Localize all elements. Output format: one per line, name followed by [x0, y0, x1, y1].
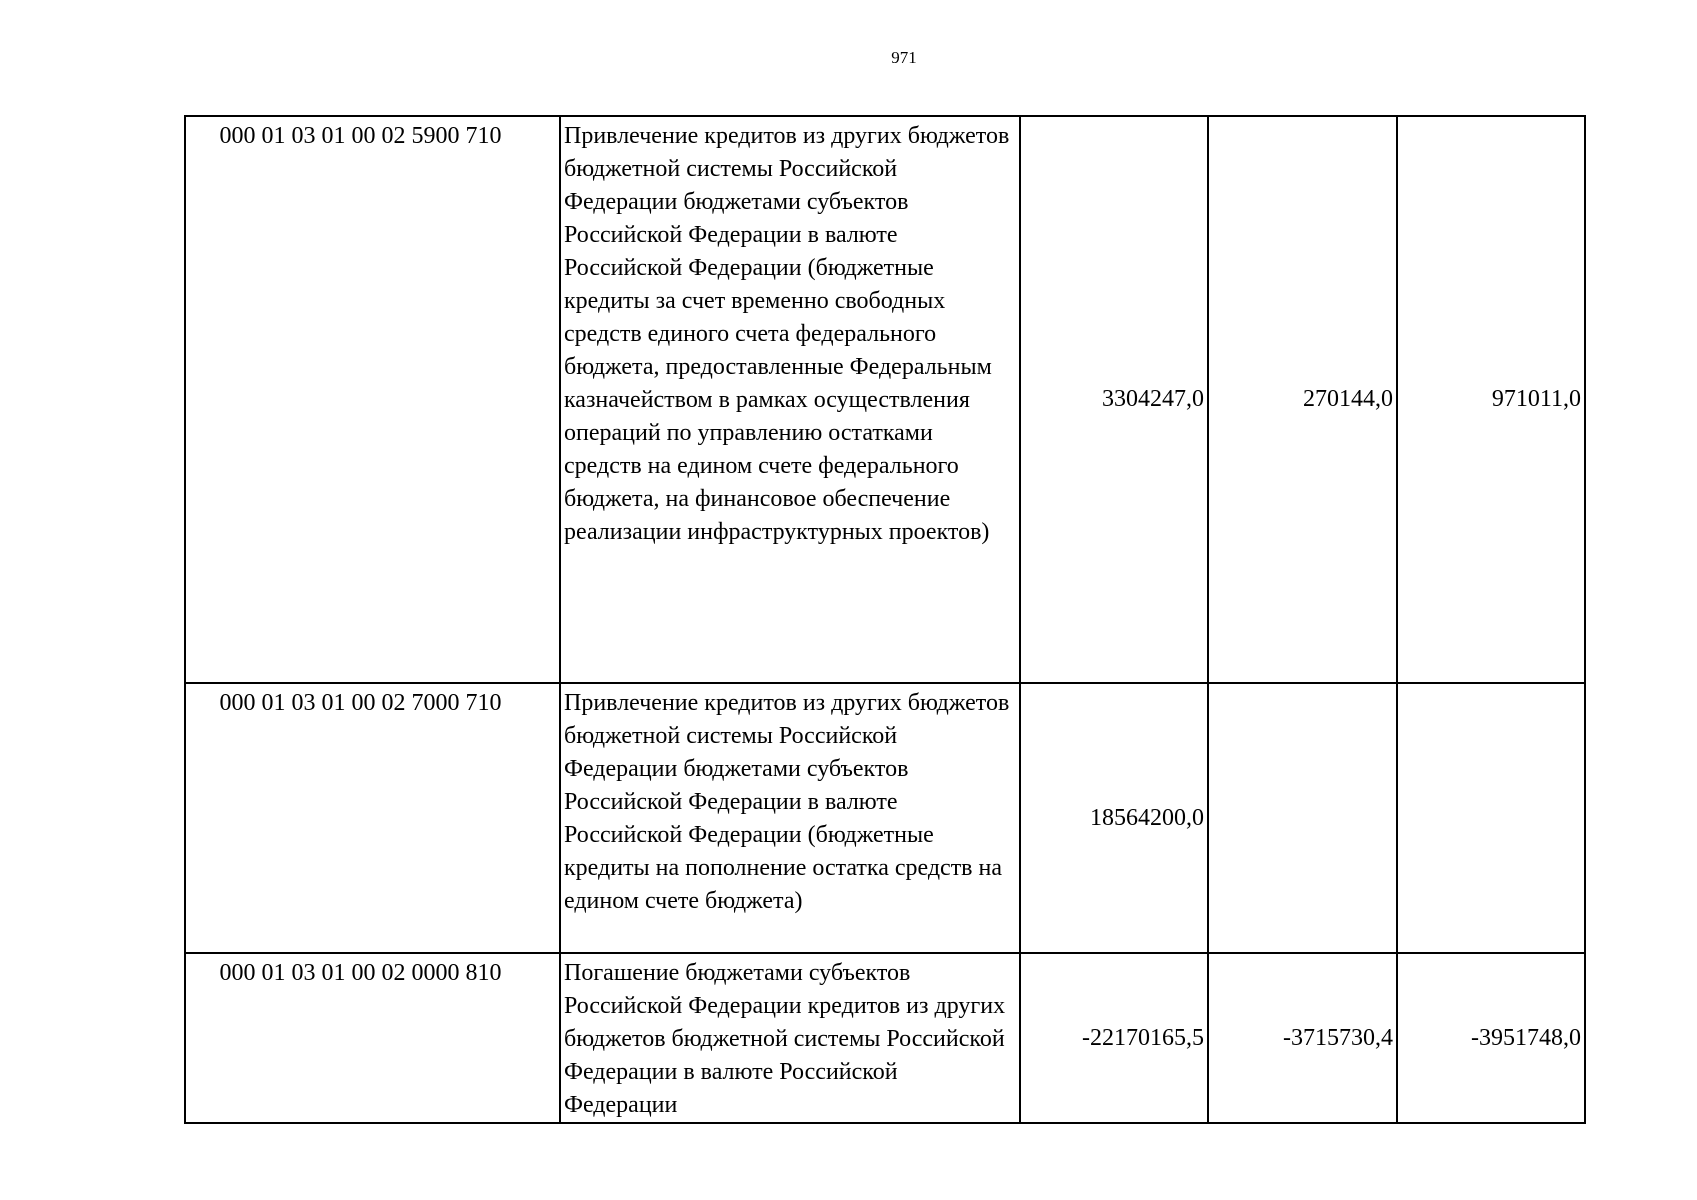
source-name-cell: Погашение бюджетами субъектов Российской Федерации кредитов из других бюджетов бюджетной системы Российской Федерации в валюте Российской Федерации	[560, 953, 1020, 1123]
amount-cell-year-1: 18564200,0	[1020, 683, 1208, 953]
classification-code-cell: 000 01 03 01 00 02 7000 710	[185, 683, 560, 953]
table-row	[185, 116, 1585, 683]
source-name-cell: Привлечение кредитов из других бюджетов бюджетной системы Российской Федерации бюджетами субъектов Российской Федерации в валюте Российской Федерации (бюджетные кредиты на пополнение остатка средств на едином счете бюджета)	[560, 683, 1020, 953]
page-number: 971	[891, 48, 917, 67]
amount-cell-year-2: 270144,0	[1208, 116, 1397, 683]
table-row	[185, 953, 1585, 1123]
amount-cell-year-3	[1397, 683, 1585, 953]
amount-cell-year-2	[1208, 683, 1397, 953]
classification-code-cell: 000 01 03 01 00 02 5900 710	[185, 116, 560, 683]
amount-cell-year-1: -22170165,5	[1020, 953, 1208, 1123]
budget-sources-table	[184, 115, 1586, 1124]
table-row	[185, 683, 1585, 953]
amount-cell-year-3: -3951748,0	[1397, 953, 1585, 1123]
source-name-cell: Привлечение кредитов из других бюджетов бюджетной системы Российской Федерации бюджетами субъектов Российской Федерации в валюте Российской Федерации (бюджетные кредиты за счет временно свободных средств единого счета федерального бюджета, предоставленные Федеральным казначейством в рамках осуществления операций по управлению остатками средств на едином счете федерального бюджета, на финансовое обеспечение реализации инфраструктурных проектов)	[560, 116, 1020, 683]
classification-code-cell: 000 01 03 01 00 02 0000 810	[185, 953, 560, 1123]
amount-cell-year-2: -3715730,4	[1208, 953, 1397, 1123]
amount-cell-year-3: 971011,0	[1397, 116, 1585, 683]
amount-cell-year-1: 3304247,0	[1020, 116, 1208, 683]
